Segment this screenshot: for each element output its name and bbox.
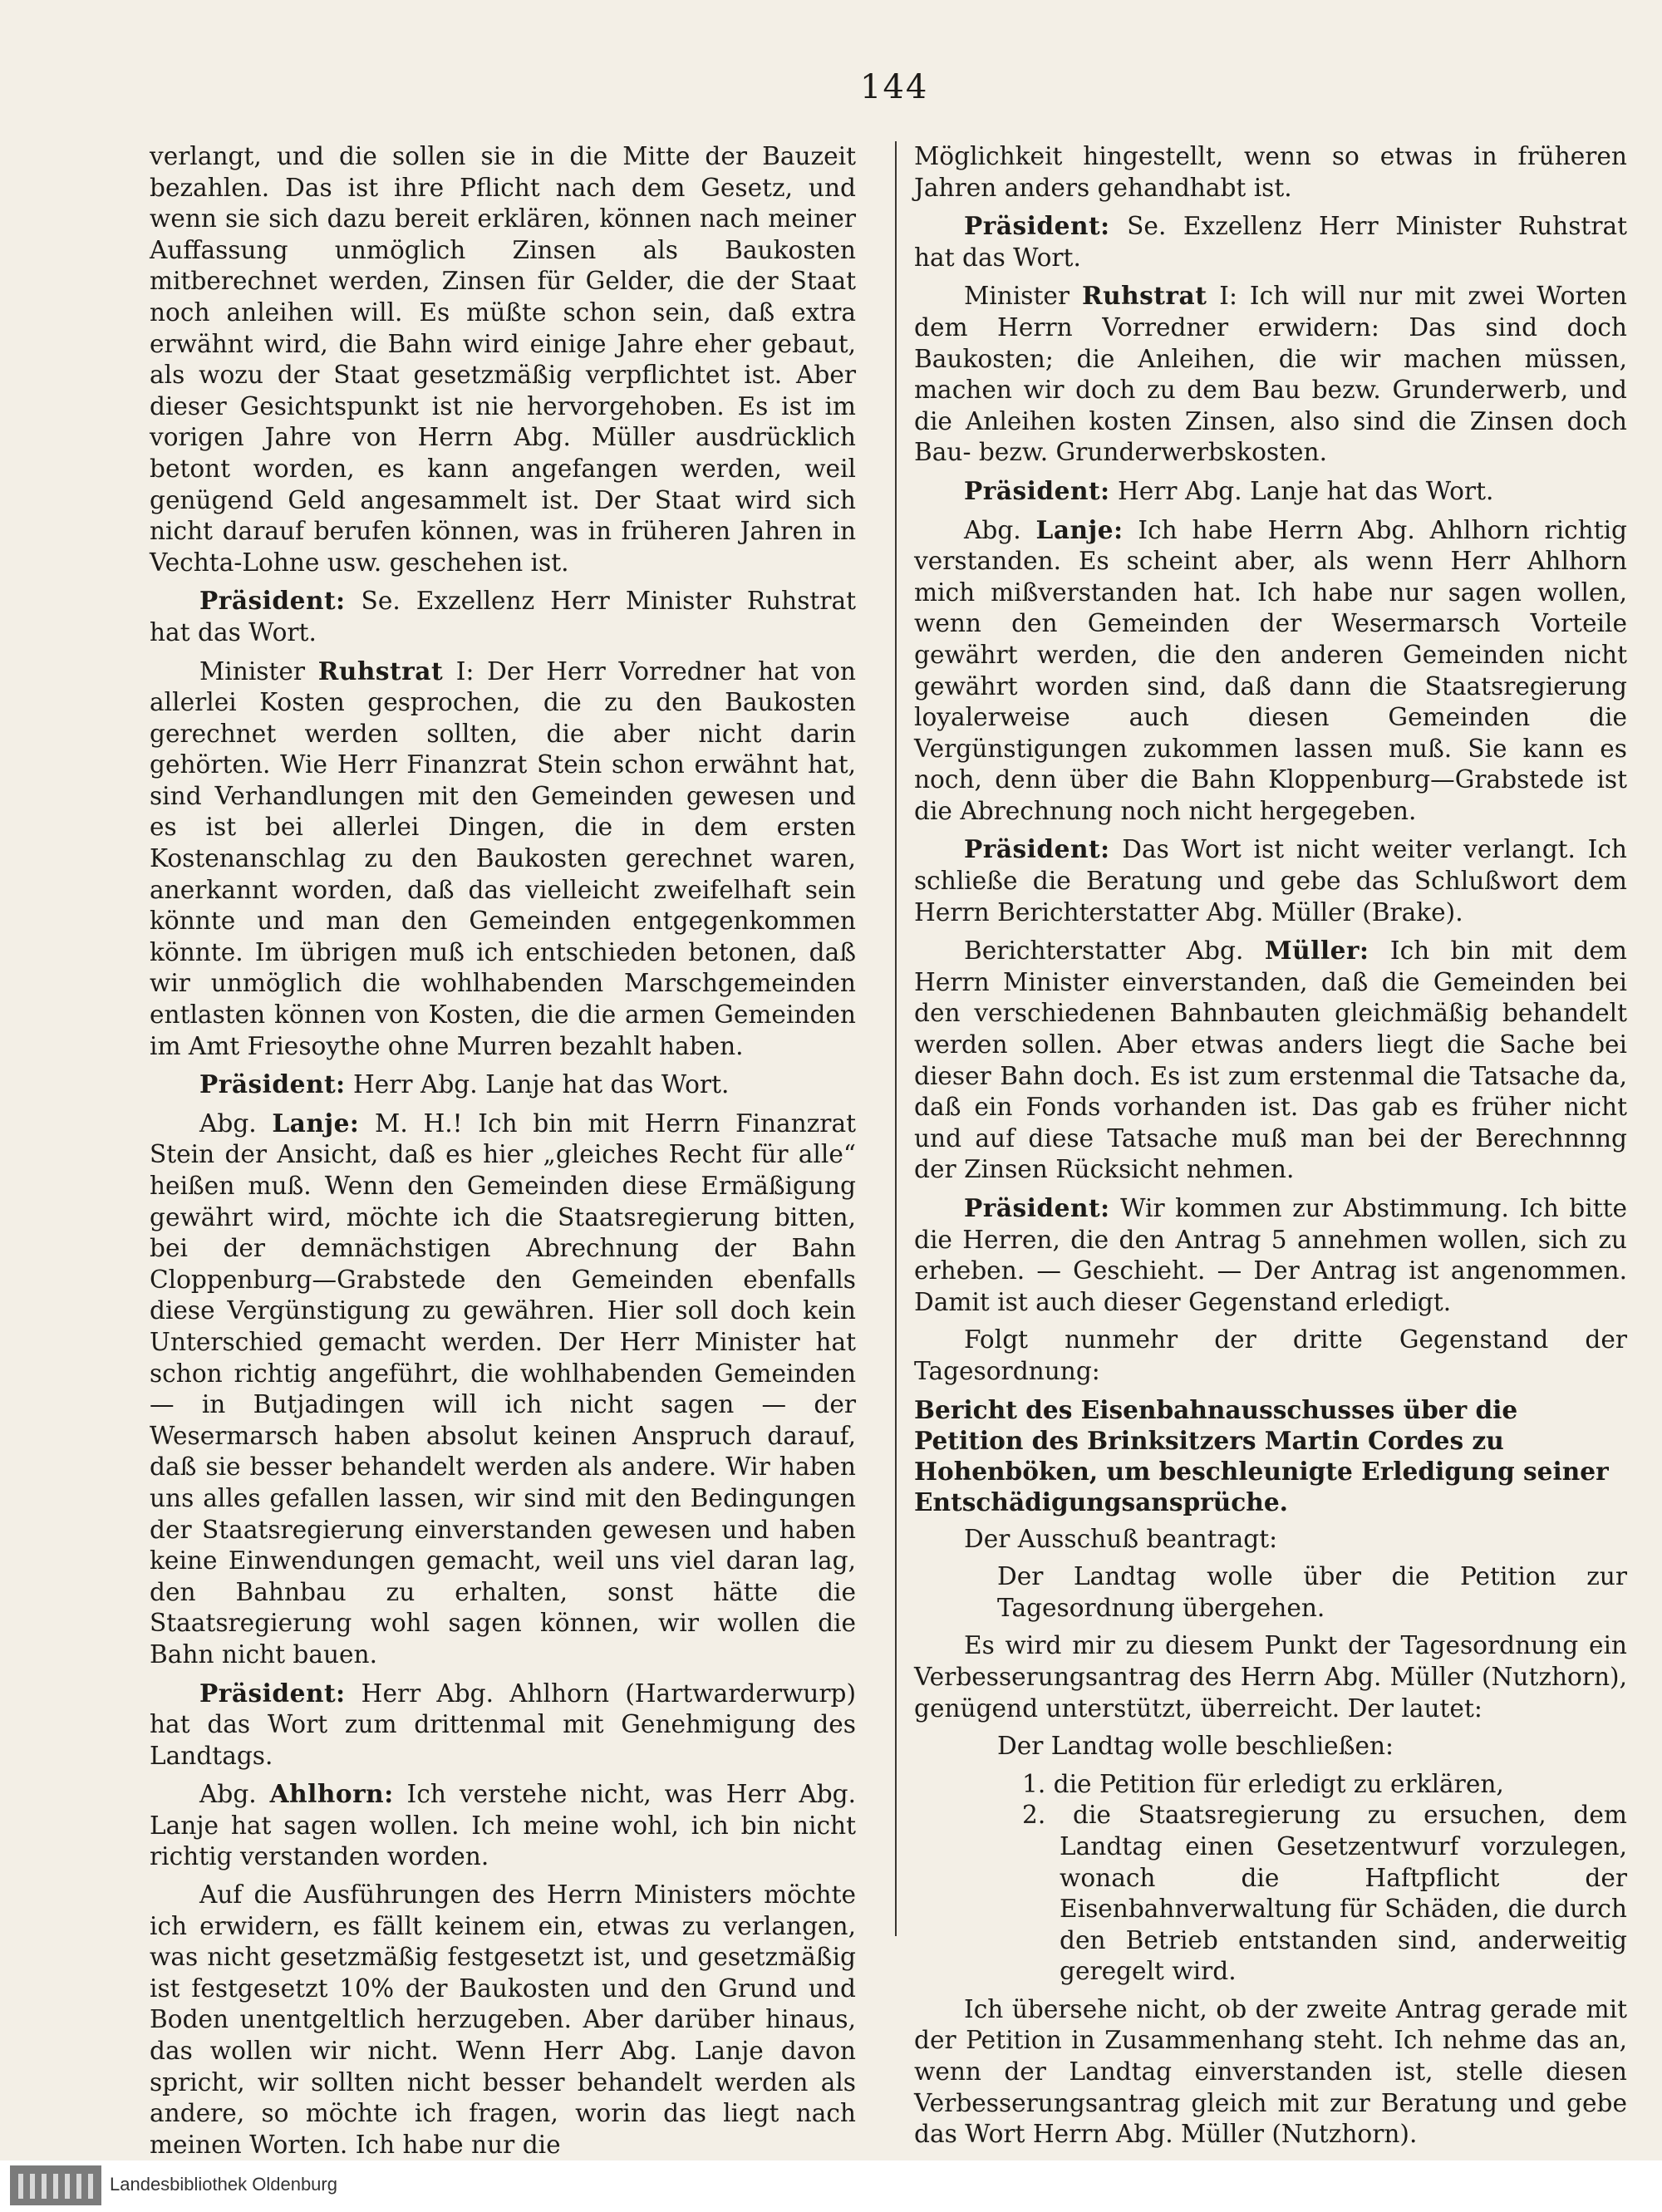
speaker-prefix: Abg. — [199, 1780, 270, 1809]
paragraph — [914, 935, 1627, 1186]
speech-text: Das Wort ist nicht weiter verlangt. Ich schließe die Beratung und gebe das Schlußwort dem Herrn Berichterstatter Abg. Müller (Brake). — [914, 835, 1627, 927]
left-column — [150, 141, 856, 2167]
speaker-name: Präsident: — [199, 1678, 346, 1708]
list-item: 2. die Staatsregierung zu ersuchen, dem Landtag einen Gesetzentwurf vorzulegen, wonach die Haftpflicht der Eisenbahnverwaltung für Schäden, die durch den Betrieb entstanden sind, anderweitig geregelt wird. — [1022, 1801, 1627, 1986]
speech-text: Se. Exzellenz Herr Minister Ruhstrat hat das Wort. — [150, 587, 856, 646]
speech-text: Se. Exzellenz Herr Minister Ruhstrat hat das Wort. — [914, 212, 1627, 272]
library-building-icon — [10, 2165, 101, 2205]
speech-text: Herr Abg. Ahlhorn (Hartwarderwurp) hat das Wort zum drittenmal mit Genehmigung des Landtags. — [150, 1679, 856, 1770]
paragraph — [914, 833, 1627, 928]
agenda-item-heading: Bericht des Eisenbahnausschusses über die Petition des Brinksitzers Martin Cordes zu Hohenböken, um beschleunigte Erledigung seiner Entschädigungsansprüche. — [914, 1394, 1609, 1516]
paragraph — [914, 1192, 1627, 1318]
speaker-name: Präsident: — [964, 211, 1110, 241]
speech-text: Ich verstehe nicht, was Herr Abg. Lanje hat sagen wollen. Ich meine wohl, ich bin nicht richtig verstanden worden. — [150, 1780, 856, 1871]
paragraph: Es wird mir zu diesem Punkt der Tagesordnung ein Verbesserungsantrag des Herrn Abg. Müller (Nutzhorn), genügend unterstützt, überreicht. Der lautet: — [914, 1631, 1627, 1723]
paragraph — [150, 1678, 856, 1772]
speaker-name: Ruhstrat — [317, 656, 444, 686]
paragraph — [150, 1069, 856, 1101]
footer-bar — [0, 2160, 1662, 2212]
speech-text: I: Der Herr Vorredner hat von allerlei Kosten gesprochen, die zu den Baukosten gerechnet werden sollten, die aber nicht darin gehörten. Wie Herr Finanzrat Stein schon erwähnt hat, sind Verhandlungen mit den Gemeinden gewesen und es ist bei allerlei Dingen, die in dem ersten Kostenanschlag zu den Baukosten gerechnet waren, anerkannt worden, daß das vielleicht zweifelhaft sein könnte und man den Gemeinden entgegenkommen könnte. Im übrigen muß ich entschieden betonen, daß wir unmöglich die wohlhabenden Marschgemeinden entlasten können von Kosten, die die armen Gemeinden im Amt Friesoythe ohne Murren bezahlt haben. — [150, 656, 856, 1060]
paragraph — [914, 210, 1627, 273]
speaker-name: Präsident: — [964, 1193, 1110, 1222]
motion-text: Der Landtag wolle über die Petition zur Tagesordnung übergehen. — [997, 1562, 1627, 1622]
paragraph — [914, 280, 1627, 469]
speaker-prefix: Abg. — [199, 1108, 273, 1138]
speech-text: M. H.! Ich bin mit Herrn Finanzrat Stein der Ansicht, daß es hier „gleiches Recht für alle“ heißen muß. Wenn den Gemeinden diese Ermäßigung gewährt wird, möchte ich die Staatsregierung bitten, bei der demnächstigen Abrechnung der Bahn Cloppenburg—Grabstede den Gemeinden ebenfalls diese Vergünstigung zu gewähren. Hier soll doch kein Unterschied gemacht werden. Der Herr Minister hat schon richtig angeführt, die wohlhabenden Gemeinden — in Butjadingen will ich nicht sagen — der Wesermarsch haben absolut keinen Anspruch darauf, daß sie besser behandelt werden als andere. Wir haben uns alles gefallen lassen, wir sind mit den Bedingungen der Staatsregierung einverstanden gewesen und haben keine Einwendungen gemacht, weil uns viel daran lag, den Bahnbau zu erhalten, sonst hätte die Staatsregierung wohl sagen können, wir wollen die Bahn nicht bauen. — [150, 1108, 856, 1669]
speaker-name: Präsident: — [964, 834, 1110, 864]
speech-text: Ich bin mit dem Herrn Minister einverstanden, daß die Gemeinden bei den verschiedenen Bahnbauten gleichmäßig behandelt werden sollen. Aber etwas anders liegt die Sache bei dieser Bahn doch. Es ist zum erstenmal die Tatsache da, daß ein Fonds vorhanden ist. Das gab es früher nicht und auf diese Tatsache muß man bei der Berechnnng der Zinsen Rücksicht nehmen. — [914, 936, 1627, 1184]
motion-text: Der Landtag wolle beschließen: — [997, 1732, 1394, 1761]
speech-text: Wir kommen zur Abstimmung. Ich bitte die Herren, die den Antrag 5 annehmen wollen, sich zu erheben. — Geschieht. — Der Antrag ist angenommen. Damit ist auch dieser Gegenstand erledigt. — [914, 1194, 1627, 1316]
speech-text: Herr Abg. Lanje hat das Wort. — [345, 1070, 730, 1099]
speech-text: I: Ich will nur mit zwei Worten dem Herrn Vorredner erwidern: Das sind doch Baukosten; die Anleihen, die wir machen müssen, machen wir doch zu dem Bau bezw. Grunderwerb, und die Anleihen kosten Zinsen, also sind die Zinsen doch Bau- bezw. Grunderwerbskosten. — [914, 282, 1627, 467]
paragraph: Auf die Ausführungen des Herrn Ministers möchte ich erwidern, es fällt keinem ein, etwas zu verlangen, was nicht gesetzmäßig festgesetzt ist, und gesetzmäßig ist festgesetzt 10% der Baukosten und den Grund und Boden unentgeltlich herzugeben. Aber darüber hinaus, das wollen wir nicht. Wenn Herr Abg. Lanje davon spricht, wir sollten nicht besser behandelt werden als andere, so möchte ich fragen, worin das liegt nach meinen Worten. Ich habe nur die — [150, 1880, 856, 2159]
paragraph: Der Ausschuß beantragt: — [964, 1524, 1278, 1553]
speaker-name: Präsident: — [199, 586, 346, 616]
speaker-prefix: Berichterstatter Abg. — [964, 936, 1265, 966]
speaker-name: Ahlhorn: — [269, 1779, 394, 1809]
speaker-name: Lanje: — [1035, 514, 1124, 544]
paragraph: Möglichkeit hingestellt, wenn so etwas in früheren Jahren anders gehandhabt ist. — [914, 142, 1627, 202]
speaker-name: Präsident: — [199, 1069, 346, 1099]
list-item: 1. die Petition für erledigt zu erklären, — [1022, 1769, 1504, 1798]
paragraph — [150, 1778, 856, 1873]
speaker-prefix: Minister — [964, 282, 1082, 311]
speaker-name: Müller: — [1264, 936, 1369, 966]
paragraph — [150, 1108, 856, 1671]
paragraph — [150, 585, 856, 648]
paragraph — [914, 514, 1627, 828]
right-column — [914, 141, 1627, 2157]
paragraph — [914, 475, 1627, 508]
speaker-name: Präsident: — [964, 475, 1110, 505]
paragraph — [150, 656, 856, 1063]
speech-text: Herr Abg. Lanje hat das Wort. — [1109, 476, 1494, 505]
speech-text: Ich habe Herrn Abg. Ahlhorn richtig verstanden. Es scheint aber, als wenn Herr Ahlhorn mich mißverstanden hat. Ich habe nur sagen wollen, wenn den Gemeinden der Wesermarsch Vorteile gewährt werden, die den anderen Gemeinden nicht gewährt worden sind, daß dann die Staatsregierung loyalerweise auch diesen Gemeinden die Vergünstigungen zukommen lassen muß. Sie kann es noch, denn über die Bahn Kloppenburg—Grabstede ist die Abrechnung noch nicht hergegeben. — [914, 515, 1627, 825]
library-name: Landesbibliothek Oldenburg — [110, 2174, 337, 2195]
speaker-name: Ruhstrat — [1081, 281, 1207, 311]
speaker-prefix: Minister — [199, 656, 318, 686]
speaker-prefix: Abg. — [964, 515, 1036, 544]
paragraph: verlangt, und die sollen sie in die Mitte der Bauzeit bezahlen. Das ist ihre Pflicht nach dem Gesetz, und wenn sie sich dazu bereit erklären, können nach meiner Auffassung unmöglich Zinsen als Baukosten mitberechnet werden, Zinsen für Gelder, die der Staat noch anleihen will. Es müßte schon sein, daß extra erwähnt wird, die Bahn wird einige Jahre eher gebaut, als wozu der Staat gesetzmäßig verpflichtet ist. Aber dieser Gesichtspunkt ist nie hervorgehoben. Es ist im vorigen Jahre von Herrn Abg. Müller ausdrücklich betont worden, es kann angefangen werden, weil genügend Geld angesammelt ist. Der Staat wird sich nicht darauf berufen können, was in früheren Jahren in Vechta-Lohne usw. geschehen ist. — [150, 142, 856, 577]
paragraph: Ich übersehe nicht, ob der zweite Antrag gerade mit der Petition in Zusammenhang steht. Ich nehme das an, wenn der Landtag einverstanden ist, stelle diesen Verbesserungsantrag gleich mit zur Beratung und gebe das Wort Herrn Abg. Müller (Nutzhorn). — [914, 1994, 1627, 2149]
motion-list — [914, 1769, 1627, 1988]
paragraph: Folgt nunmehr der dritte Gegenstand der Tagesordnung: — [914, 1325, 1627, 1385]
speaker-name: Lanje: — [272, 1108, 360, 1138]
page-number: 144 — [860, 68, 929, 106]
column-divider — [895, 141, 897, 1936]
